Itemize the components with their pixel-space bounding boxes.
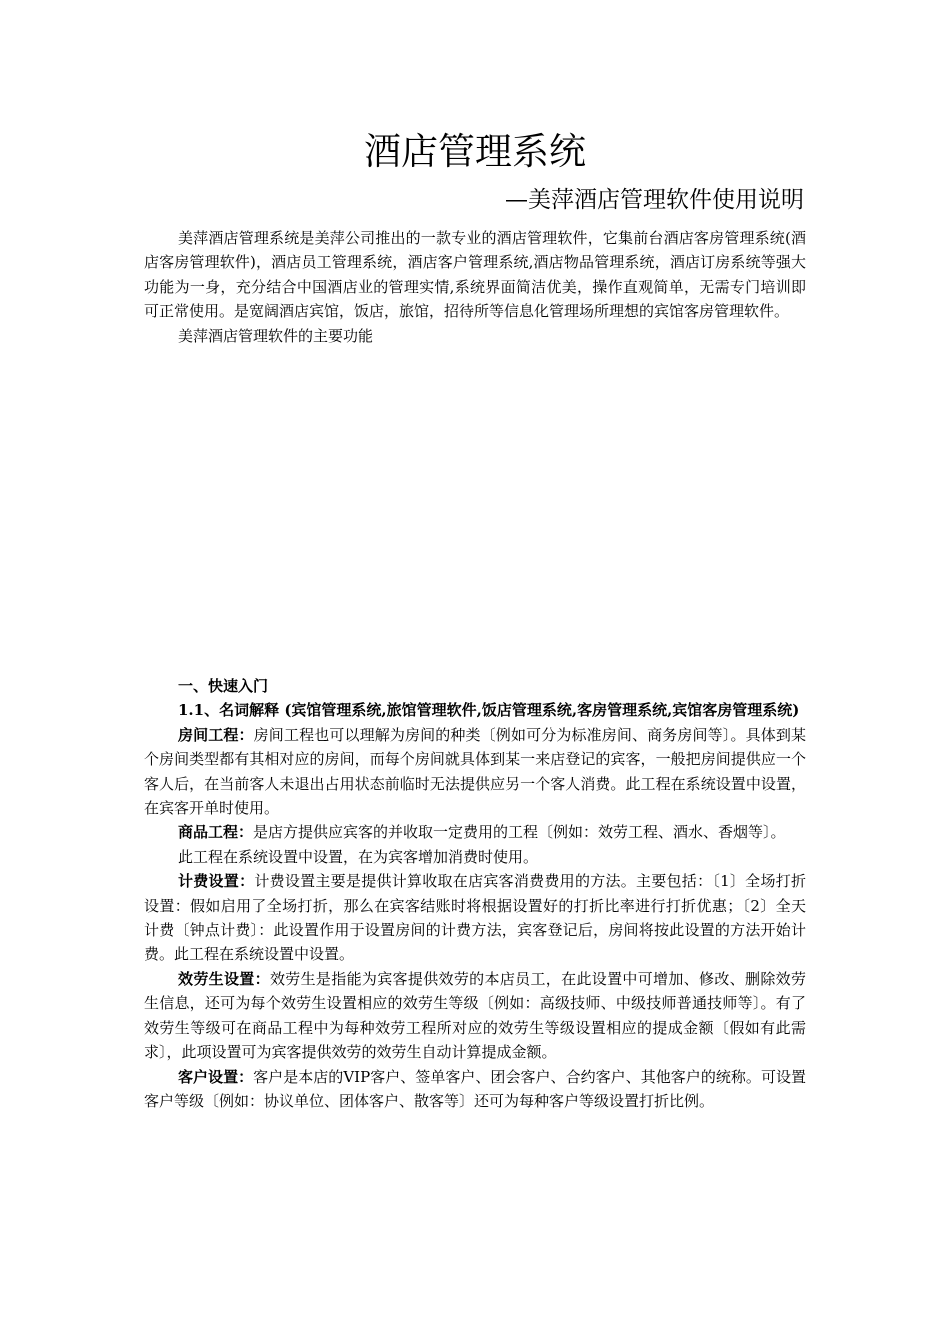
document-title: 酒店管理系统 — [364, 130, 586, 173]
quick-start-block — [144, 674, 806, 1113]
billing-label: 计费设置： — [178, 872, 255, 891]
staff-paragraph — [144, 967, 806, 1065]
document-subtitle: —美萍酒店管理软件使用说明 — [505, 187, 804, 213]
staff-label: 效劳生设置： — [178, 969, 270, 988]
customer-text: 客户是本店的VIP客户、签单客户、团会客户、合约客户、其他客户的统称。可设置客户等级〔例如：协议单位、团体客户、散客等〕还可为每种客户等级设置打折比例。 — [144, 1067, 806, 1110]
intro-block — [144, 226, 806, 348]
customer-paragraph — [144, 1065, 806, 1114]
room-label: 房间工程： — [178, 725, 254, 744]
customer-label: 客户设置： — [178, 1067, 254, 1086]
room-text: 房间工程也可以理解为房间的种类〔例如可分为标准房间、商务房间等〕。具体到某个房间类型都有其相对应的房间，而每个房间就具体到某一来店登记的宾客，一般把房间提供应一个客人后，在当前客人未退出占用状态前临时无法提供应另一个客人消费。此工程在系统设置中设置，在宾客开单时使用。 — [144, 725, 806, 818]
section-heading-glossary: 1.1、名词解释 (宾馆管理系统,旅馆管理软件,饭店管理系统,客房管理系统,宾馆客房管理系统) — [178, 701, 800, 720]
billing-paragraph — [144, 869, 806, 967]
goods-paragraph — [144, 820, 806, 844]
billing-text: 计费设置主要是提供计算收取在店宾客消费费用的方法。主要包括：〔1〕全场打折设置：假如启用了全场打折，那么在宾客结账时将根据设置好的打折比率进行打折优惠；〔2〕全天计费〔钟点计费〕：此设置作用于设置房间的计费方法，宾客登记后，房间将按此设置的方法开始计费。此工程在系统设置中设置。 — [144, 872, 806, 964]
section-heading-quick-start: 一、快速入门 — [178, 677, 269, 695]
goods-label: 商品工程： — [178, 823, 254, 842]
staff-text: 效劳生是指能为宾客提供效劳的本店员工，在此设置中可增加、修改、删除效劳生信息，还可为每个效劳生设置相应的效劳生等级〔例如：高级技师、中级技师普通技师等〕。有了效劳生等级可在商品工程中为每种效劳工程所对应的效劳生等级设置相应的提成金额〔假如有此需求〕，此项设置可为宾客提供效劳的效劳生自动计算提成金额。 — [144, 969, 806, 1062]
goods-text: 是店方提供应宾客的并收取一定费用的工程〔例如：效劳工程、酒水、香烟等〕。 — [253, 823, 786, 842]
intro-paragraph: 美萍酒店管理系统是美萍公司推出的一款专业的酒店管理软件，它集前台酒店客房管理系统(酒店客房管理软件)，酒店员工管理系统，酒店客户管理系统,酒店物品管理系统，酒店订房系统等强大功能为一身，充分结合中国酒店业的管理实情,系统界面简洁优美，操作直观简单，无需专门培训即可正常使用。是宽阔酒店宾馆，饭店，旅馆，招待所等信息化管理场所理想的宾馆客房管理软件。 — [144, 229, 806, 321]
goods-note: 此工程在系统设置中设置，在为宾客增加消费时使用。 — [178, 847, 539, 866]
features-heading: 美萍酒店管理软件的主要功能 — [178, 326, 374, 345]
room-paragraph — [144, 723, 806, 821]
